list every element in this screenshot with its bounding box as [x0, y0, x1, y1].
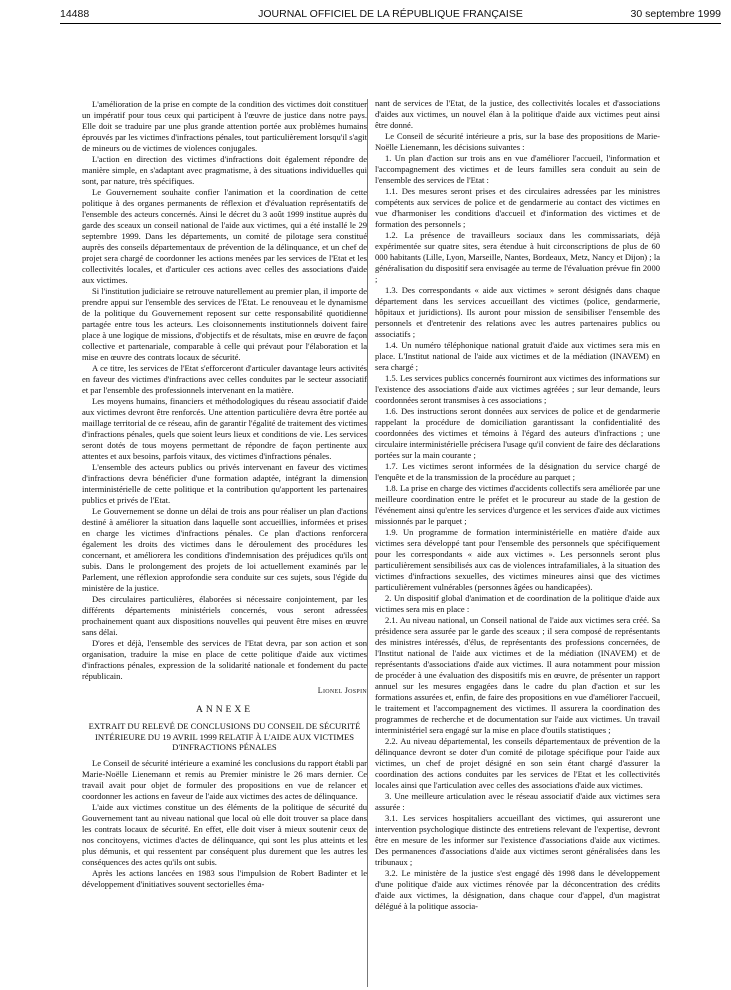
annexe-title: ANNEXE: [195, 705, 254, 715]
paragraph: 1.3. Des correspondants « aide aux victimes » seront désignés dans chaque département dans les services accueillant des victimes (police, gendarmerie, hôpitaux et juridictions). Ils auront pour mission de sensibiliser l'ensemble des personnels et d'entretenir des relations avec les autres partenaires publics ou associatifs ;: [375, 285, 660, 339]
paragraph: Si l'institution judiciaire se retrouve naturellement au premier plan, il importe de prendre appui sur l'ensemble des services de l'Etat. Le renouveau et le dynamisme de la politique du Gouvernement reposent sur cette responsabilité quotidienne partagée entre tous les acteurs. Les cloisonnements institutionnels doivent faire place à une logique de missions, d'objectifs et de résultats, mise en œuvre de façon collective et partenariale, comparable à celle qui prévaut pour l'élaboration et la mise en œuvre des contrats locaux de sécurité.: [82, 286, 367, 362]
paragraph: 1.6. Des instructions seront données aux services de police et de gendarmerie rappelant la procédure de domiciliation garantissant la confidentialité des coordonnées des victimes et témoins à l'égard des auteurs d'infractions ; une circulaire interministérielle précisera l'usage qu'il convient de faire des déclarations portées sur la main courante ;: [375, 406, 660, 460]
page-header: [60, 6, 721, 22]
paragraph: 1.1. Des mesures seront prises et des circulaires adressées par les ministres compétents aux services de police et de gendarmerie au contact des victimes en vue d'harmoniser les conditions d'accueil et d'information des victimes et de formation des personnels ;: [375, 186, 660, 229]
signature: Lionel Jospin: [317, 686, 367, 695]
column-divider: [367, 99, 368, 987]
paragraph: 3. Une meilleure articulation avec le réseau associatif d'aide aux victimes sera assurée :: [375, 791, 660, 812]
paragraph: A ce titre, les services de l'Etat s'efforceront d'articuler davantage leurs activités en faveur des victimes d'infractions avec celles conduites par le secteur associatif et par l'ensemble des professionnels intervenant en la matière.: [82, 363, 367, 395]
paragraph: 1.4. Un numéro téléphonique national gratuit d'aide aux victimes sera mis en place. L'Institut national de l'aide aux victimes et de la médiation (INAVEM) en sera chargé ;: [375, 340, 660, 372]
paragraph: L'aide aux victimes constitue un des éléments de la politique de sécurité du Gouvernement tant au niveau national que local où elle doit trouver sa place dans les contrats locaux de sécurité. En effet, elle doit viser à mieux soutenir ceux de nos concitoyens, victimes d'actes de délinquance, qui sont les plus atteints et les plus démunis, et qui ressentent par conséquent plus durement que les autres les conséquences des actes qu'ils ont subis.: [82, 801, 367, 867]
paragraph: 1. Un plan d'action sur trois ans en vue d'améliorer l'accueil, l'information et l'accompagnement des victimes et de leurs familles sera conduit au sein de l'ensemble des services de l'Etat :: [375, 153, 660, 185]
paragraph: 2. Un dispositif global d'animation et de coordination de la politique d'aide aux victimes sera mis en place :: [375, 593, 660, 614]
paragraph: Après les actions lancées en 1983 sous l'impulsion de Robert Badinter et le développement d'initiatives souvent sectorielles éma-: [82, 867, 367, 889]
paragraph: 1.7. Les victimes seront informées de la désignation du service chargé de l'enquête et de la transmission de la procédure au parquet ;: [375, 461, 660, 482]
paragraph: 3.1. Les services hospitaliers accueillant des victimes, qui assureront une intervention psychologique distincte des entretiens relevant de l'expertise, devront être en mesure de les informer sur l'existence d'associations d'aide aux victimes. Des permanences d'associations d'aide aux victimes seront généralisées dans les tribunaux ;: [375, 813, 660, 867]
paragraph: Des circulaires particulières, élaborées si nécessaire conjointement, par les différents départements ministériels concernés, vous seront adressées prochainement quant aux dispositions nouvelles qui peuvent être mises en œuvre sans délai.: [82, 594, 367, 637]
paragraph: 3.2. Le ministère de la justice s'est engagé dès 1998 dans le développement d'une politique d'aide aux victimes rénovée par la déconcentration des crédits d'aide aux victimes, la désignation, dans chaque cour d'appel, d'un magistrat délégué à la politique associa-: [375, 868, 660, 911]
journal-title: JOURNAL OFFICIEL DE LA RÉPUBLIQUE FRANÇAISE: [258, 8, 523, 20]
header-rule: [60, 23, 721, 24]
left-column: [82, 99, 367, 890]
issue-date: 30 septembre 1999: [630, 8, 721, 20]
paragraph: L'action en direction des victimes d'infractions doit également répondre de manière simple, en s'adaptant avec pragmatisme, à des situations individuelles qui sont, par nature, très spécifiques.: [82, 154, 367, 186]
paragraph: 1.5. Les services publics concernés fourniront aux victimes des informations sur l'existence des associations d'aide aux victimes agréées ; sur leur demande, leurs coordonnées seront transmises à ces associations ;: [375, 373, 660, 405]
paragraph: L'ensemble des acteurs publics ou privés intervenant en faveur des victimes d'infractions devra bénéficier d'une formation adaptée, intégrant la dimension interministérielle de cette politique et la contribution qu'apportent les partenaires publics et privés de l'Etat.: [82, 462, 367, 505]
paragraph: Le Gouvernement souhaite confier l'animation et la coordination de cette politique à des organes permanents de réflexion et d'évaluation représentatifs de l'ensemble des acteurs concernés. Ainsi le décret du 3 août 1999 institue auprès du garde des sceaux un conseil national de l'aide aux victimes, qui a été installé le 29 septembre 1999. Dans les départements, un comité de pilotage sera constitué auprès des conseils départementaux de prévention de la délinquance, et un chef de projet sera chargé de coordonner les actions menées par les services de l'Etat et les collectivités locales, et d'articuler ces actions avec celles des associations d'aide aux victimes.: [82, 187, 367, 285]
paragraph: L'amélioration de la prise en compte de la condition des victimes doit constituer un impératif pour tous ceux qui participent à l'œuvre de justice dans notre pays. Elle doit se traduire par une plus grande attention portée aux problèmes humains éprouvés par les victimes d'infractions pénales, tout particulièrement lorsqu'il s'agit de mineurs ou de victimes de violences conjugales.: [82, 99, 367, 153]
paragraph: Le Conseil de sécurité intérieure a examiné les conclusions du rapport établi par Marie-Noëlle Lienemann et remis au Premier ministre le 26 mars dernier. Ce travail avait pour objet de formuler des propositions en vue de relancer et coordonner les actions en faveur de l'aide aux victimes des actes de délinquance.: [82, 757, 367, 801]
paragraph: 2.2. Au niveau départemental, les conseils départementaux de prévention de la délinquance devront se doter d'un comité de pilotage spécifique pour l'aide aux victimes, un chef de projet désigné en son sein étant chargé d'assurer la coordination des actions conduites par les services de l'Etat et les collectivités locales ainsi que l'articulation avec celles des associations d'aide aux victimes.: [375, 736, 660, 790]
paragraph: Le Conseil de sécurité intérieure a pris, sur la base des propositions de Marie-Noëlle Lienemann, les décisions suivantes :: [375, 131, 660, 152]
paragraph: 1.8. La prise en charge des victimes d'accidents collectifs sera améliorée par une meilleure coordination entre le préfet et le procureur au stade de la gestion de l'événement ainsi qu'entre les services d'urgence et les services d'aide aux victimes missionnés par le parquet ;: [375, 483, 660, 526]
extract-title: EXTRAIT DU RELEVÉ DE CONCLUSIONS DU CONSEIL DE SÉCURITÉ INTÉRIEURE DU 19 AVRIL 1999 RELATIF À L'AIDE AUX VICTIMES D'INFRACTIONS PÉNALES: [88, 721, 361, 752]
paragraph: 1.2. La présence de travailleurs sociaux dans les commissariats, déjà expérimentée sur quatre sites, sera étendue à huit circonscriptions de plus de 60 000 habitants (Lille, Lyon, Marseille, Nantes, Bordeaux, Metz, Nancy et Dijon) ; la généralisation du dispositif sera envisagée au terme de l'évaluation prévue fin 2000 ;: [375, 230, 660, 284]
paragraph: nant de services de l'Etat, de la justice, des collectivités locales et d'associations d'aides aux victimes, un nouvel élan à la politique d'aide aux victimes peut ainsi être donné.: [375, 98, 660, 130]
paragraph: Les moyens humains, financiers et méthodologiques du réseau associatif d'aide aux victimes devront être renforcés. Une attention particulière devra être portée au maillage territorial de ce réseau, afin de garantir l'égalité de traitement des victimes d'infractions pénales, quels que soient leurs lieux et conditions de vie. Les services seront dotés de tous moyens permettant de répondre de façon pertinente aux attentes et aux besoins, parfois vitaux, des victimes d'infractions pénales.: [82, 396, 367, 461]
paragraph: Le Gouvernement se donne un délai de trois ans pour réaliser un plan d'actions destiné à améliorer la situation dans laquelle sont accueillies, informées et prises en charge les victimes d'infractions pénales. Ce plan d'actions renforcera également les droits des victimes dans le déroulement des procédures les concernant, et améliorera les conditions d'indemnisation des préjudices qu'ils ont subis. Dans le prolongement des projets de loi actuellement examinés par le Parlement, une réflexion approfondie sera conduite sur ces sujets, sous l'égide du ministère de la justice.: [82, 506, 367, 593]
paragraph: 1.9. Un programme de formation interministérielle en matière d'aide aux victimes sera développé tant pour l'ensemble des personnels que spécifiquement pour les correspondants « aide aux victimes ». Les personnels seront plus particulièrement sensibilisés aux cas de violences intrafamiliales, à la situation des victimes d'infractions sexuelles, des victimes mineures ainsi que des victimes particulièrement vulnérables (personnes âgées ou handicapées).: [375, 527, 660, 592]
page-number: 14488: [60, 8, 90, 20]
paragraph: 2.1. Au niveau national, un Conseil national de l'aide aux victimes sera créé. Sa présidence sera assurée par le garde des sceaux ; il sera composé de représentants des ministres intéressés, d'élus, de représentants des professions concernées, de l'Institut national de l'aide aux victimes et de la médiation (INAVEM) et de représentants d'associations d'aide aux victimes. Il aura notamment pour mission de procéder à une évaluation des dispositifs mis en œuvre, de présenter un rapport annuel sur les mesures engagées dans le cadre du plan d'action et sur les formations assurées et, enfin, de faire des propositions en vue d'améliorer l'accueil, le traitement et l'accompagnement des victimes. Il assurera la coordination des programmes de recherche et de documentation sur l'aide aux victimes. Un travail interministériel sera engagé sur la mise en place d'outils statistiques ;: [375, 615, 660, 735]
right-column: [375, 98, 660, 912]
paragraph: D'ores et déjà, l'ensemble des services de l'Etat devra, par son action et son organisation, traduire la mise en place de cette politique d'aide aux victimes d'infractions pénales, expression de la solidarité nationale et fondement du pacte républicain.: [82, 638, 367, 681]
